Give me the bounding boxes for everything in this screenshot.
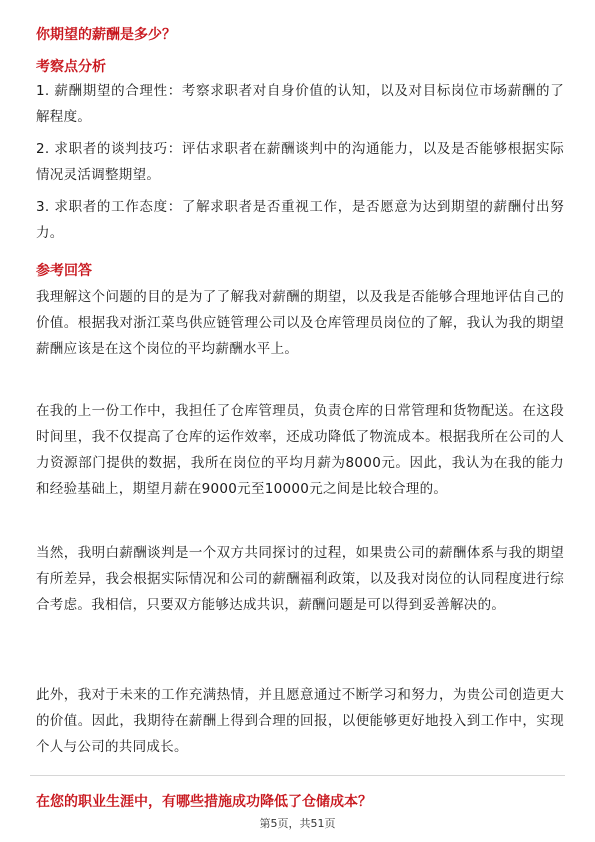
- answer-paragraph-2: 在我的上一份工作中，我担任了仓库管理员，负责仓库的日常管理和货物配送。在这段时间里，我不仅提高了仓库的运作效率，还成功降低了物流成本。根据我所在公司的人力资源部门提供的数据，我所在岗位的平均月薪为8000元。因此，我认为在我的能力和经验基础上，期望月薪在9000元至10000元之间是比较合理的。: [36, 403, 564, 497]
- answer-heading: 参考回答: [36, 263, 92, 279]
- analysis-point-2: 2. 求职者的谈判技巧：评估求职者在薪酬谈判中的沟通能力，以及是否能够根据实际情况灵活调整期望。: [36, 141, 564, 183]
- analysis-point-3: 3. 求职者的工作态度：了解求职者是否重视工作，是否愿意为达到期望的薪酬付出努力。: [36, 199, 564, 241]
- section-divider: [30, 775, 565, 776]
- answer-paragraph-3: 当然，我明白薪酬谈判是一个双方共同探讨的过程，如果贵公司的薪酬体系与我的期望有所差异，我会根据实际情况和公司的薪酬福利政策，以及我对岗位的认同程度进行综合考虑。我相信，只要双方能够达成共识，薪酬问题是可以得到妥善解决的。: [36, 545, 564, 613]
- answer-paragraph-4: 此外，我对于未来的工作充满热情，并且愿意通过不断学习和努力，为贵公司创造更大的价值。因此，我期待在薪酬上得到合理的回报，以便能够更好地投入到工作中，实现个人与公司的共同成长。: [36, 687, 564, 755]
- analysis-point-1: 1. 薪酬期望的合理性：考察求职者对自身价值的认知，以及对目标岗位市场薪酬的了解程度。: [36, 83, 564, 125]
- next-question-title: 在您的职业生涯中，有哪些措施成功降低了仓储成本？: [36, 794, 372, 810]
- analysis-heading: 考察点分析: [36, 59, 106, 75]
- answer-paragraph-1: 我理解这个问题的目的是为了了解我对薪酬的期望，以及我是否能够合理地评估自己的价值。根据我对浙江菜鸟供应链管理公司以及仓库管理员岗位的了解，我认为我的期望薪酬应该是在这个岗位的平均薪酬水平上。: [36, 289, 564, 357]
- question-title: 你期望的薪酬是多少？: [36, 27, 176, 43]
- page-number: 第5页，共51页: [259, 817, 336, 830]
